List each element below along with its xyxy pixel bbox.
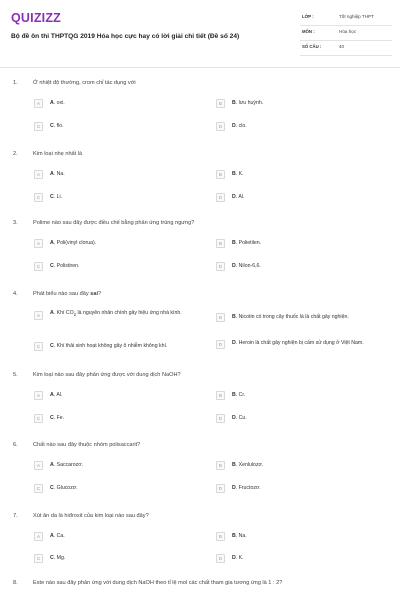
- meta-value: 40: [339, 44, 345, 49]
- option-letter-box: C: [34, 414, 43, 423]
- option-letter: C: [50, 194, 54, 200]
- option-letter-box: C: [34, 554, 43, 563]
- option-text: Heroin là chất gây nghiện bị cấm sử dụng ở Việt Nam.: [238, 340, 364, 346]
- option-letter-box: D: [216, 122, 225, 131]
- option-letter: B: [232, 240, 236, 246]
- option-letter: A: [50, 310, 54, 316]
- option-text: lưu huỳnh.: [238, 100, 264, 106]
- option-letter: A: [50, 392, 54, 398]
- meta-table: [300, 11, 392, 56]
- option-text: Polietilen.: [238, 240, 262, 246]
- header-divider: [0, 67, 400, 68]
- option-text: Li.: [56, 194, 63, 200]
- option-letter: B: [232, 100, 236, 106]
- option-text: clo.: [238, 123, 247, 129]
- option-letter: C: [50, 555, 54, 561]
- option-text: Mg.: [56, 555, 66, 561]
- option-text: Na.: [56, 171, 65, 177]
- option-letter-box: B: [216, 239, 225, 248]
- question-text: Xút ăn da là hiđroxit của kim loại nào sau đây?: [33, 513, 149, 519]
- meta-label: MÔN :: [302, 29, 315, 34]
- option-letter: A: [50, 533, 54, 539]
- question-number: 2.: [13, 151, 18, 157]
- option-text: Fructozơ.: [238, 485, 261, 491]
- option-letter-box: D: [216, 340, 225, 349]
- option-letter: B: [232, 171, 236, 177]
- option-letter-box: B: [216, 461, 225, 470]
- option-letter: C: [50, 263, 54, 269]
- option-letter-box: A: [34, 311, 43, 320]
- option-text: Xenlulozơ.: [238, 462, 264, 468]
- quizizz-logo: QUIZIZZ: [11, 11, 62, 25]
- option-letter: C: [50, 485, 54, 491]
- option-letter: C: [50, 123, 54, 129]
- question-text: Este nào sau đây phản ứng với dung dịch NaOH theo tỉ lệ mol các chất tham gia tương ứng là 1 : 2?: [33, 580, 283, 586]
- option-letter-box: B: [216, 170, 225, 179]
- meta-value: Hóa học: [339, 29, 357, 34]
- option-text: Saccarozơ.: [56, 462, 84, 468]
- option-text: Glucozơ.: [56, 485, 78, 491]
- option-letter: D: [232, 415, 236, 421]
- option-text: Cr.: [238, 392, 246, 398]
- option-text: Fe.: [56, 415, 65, 421]
- option-text: K.: [238, 555, 244, 561]
- option-text: K.: [238, 171, 244, 177]
- option-letter-box: B: [216, 313, 225, 322]
- meta-row-subject: [300, 26, 392, 41]
- question-number: 7.: [13, 513, 18, 519]
- question-text: Kim loại nào sau đây phản ứng được với dung dịch NaOH?: [33, 372, 181, 378]
- worksheet-title: Bộ đề ôn thi THPTQG 2019 Hóa học cực hay có lời giải chi tiết (Đề số 24): [11, 33, 240, 40]
- option-letter-box: C: [34, 484, 43, 493]
- option-letter: A: [50, 171, 54, 177]
- option-letter-box: B: [216, 99, 225, 108]
- option-letter-box: B: [216, 391, 225, 400]
- question-number: 3.: [13, 220, 18, 226]
- option-letter: D: [232, 194, 236, 200]
- question-text: Chất nào sau đây thuộc nhóm polisaccarit?: [33, 442, 141, 448]
- meta-label: SỐ CÂU :: [302, 44, 322, 49]
- question-number: 5.: [13, 372, 18, 378]
- option-letter: B: [232, 392, 236, 398]
- option-text: Nilon-6,6.: [238, 263, 261, 269]
- option-text: Polistiren.: [56, 263, 80, 269]
- option-letter-box: C: [34, 342, 43, 351]
- option-letter-box: A: [34, 391, 43, 400]
- option-letter: A: [50, 240, 54, 246]
- option-text: Cu.: [238, 415, 247, 421]
- option-text: Al.: [56, 392, 63, 398]
- option-letter: B: [232, 462, 236, 468]
- option-letter: D: [232, 340, 236, 346]
- option-text: Nicotin có trong cây thuốc lá là chất gây nghiện.: [238, 314, 349, 320]
- option-letter-box: B: [216, 532, 225, 541]
- option-text: Na.: [238, 533, 247, 539]
- meta-row-count: [300, 41, 392, 56]
- meta-row-class: [300, 11, 392, 26]
- option-text: Al.: [238, 194, 245, 200]
- option-letter-box: A: [34, 99, 43, 108]
- option-letter: D: [232, 263, 236, 269]
- worksheet-header: [0, 0, 400, 64]
- option-letter-box: D: [216, 484, 225, 493]
- option-letter: B: [232, 533, 236, 539]
- question-text: Ở nhiệt độ thường, crom chỉ tác dụng với: [33, 80, 136, 86]
- question-number: 6.: [13, 442, 18, 448]
- option-letter-box: C: [34, 193, 43, 202]
- option-letter-box: D: [216, 554, 225, 563]
- option-text: Poli(vinyl clorua).: [56, 240, 97, 246]
- option-text: Khí CO: [56, 310, 74, 316]
- option-letter-box: D: [216, 414, 225, 423]
- option-text: Ca.: [56, 533, 65, 539]
- option-letter-box: A: [34, 532, 43, 541]
- question-emphasis: sai: [90, 291, 99, 297]
- option-text: Khí thải sinh hoạt không gây ô nhiễm không khí.: [56, 343, 168, 349]
- option-letter: B: [232, 314, 236, 320]
- option-letter-box: A: [34, 461, 43, 470]
- option-letter-box: A: [34, 239, 43, 248]
- meta-label: LỚP :: [302, 14, 314, 19]
- option-letter: D: [232, 485, 236, 491]
- question-number: 4.: [13, 291, 18, 297]
- question-text: Phát biểu nào sau đây sai?: [33, 291, 102, 297]
- option-letter: D: [232, 123, 236, 129]
- option-letter-box: D: [216, 193, 225, 202]
- option-text: oxi.: [56, 100, 65, 106]
- option-letter: A: [50, 100, 54, 106]
- meta-value: Tốt nghiệp THPT: [339, 14, 374, 19]
- question-text: Kim loại nhẹ nhất là: [33, 151, 83, 157]
- question-text: Polime nào sau đây được điều chế bằng phản ứng trùng ngưng?: [33, 220, 195, 226]
- option-letter: C: [50, 415, 54, 421]
- option-letter: C: [50, 343, 54, 349]
- option-letter: D: [232, 555, 236, 561]
- option-letter: A: [50, 462, 54, 468]
- option-letter-box: C: [34, 262, 43, 271]
- option-letter-box: D: [216, 262, 225, 271]
- option-text: flo.: [56, 123, 64, 129]
- question-number: 1.: [13, 80, 18, 86]
- question-number: 8.: [13, 580, 18, 586]
- option-letter-box: A: [34, 170, 43, 179]
- option-letter-box: C: [34, 122, 43, 131]
